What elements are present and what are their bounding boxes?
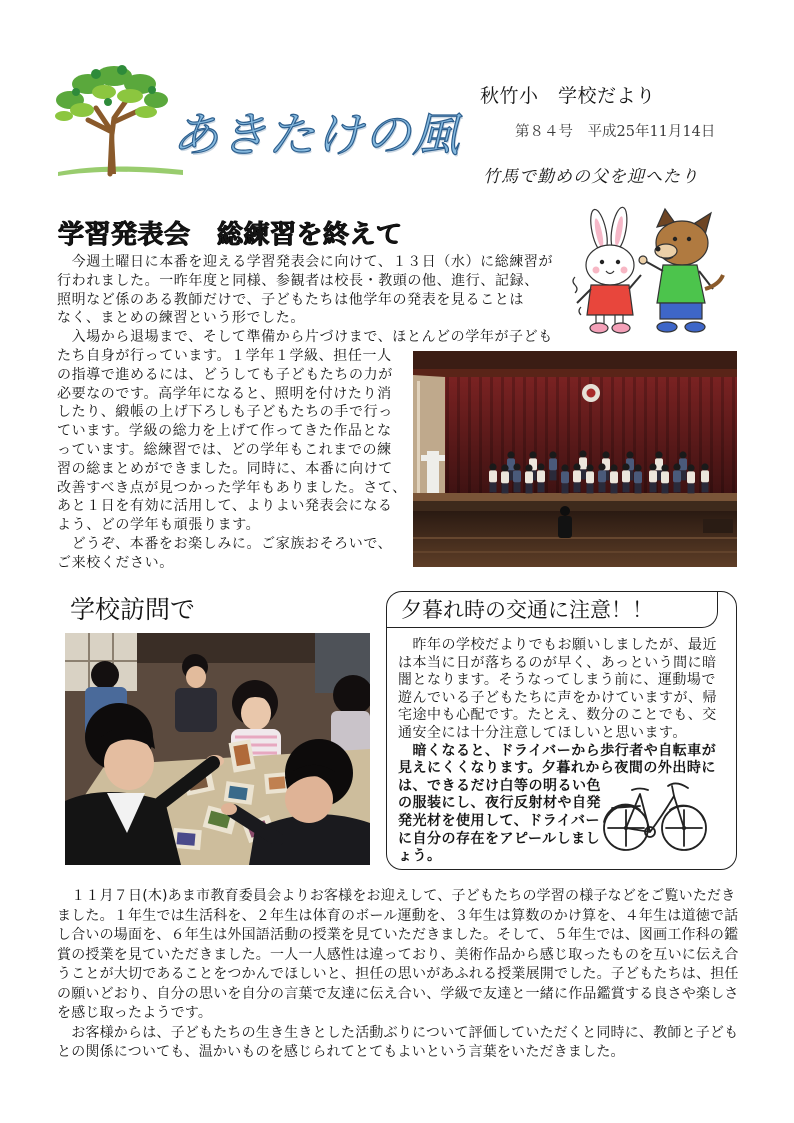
text-line: よう、どの学年も頑張ります。 — [57, 517, 261, 534]
text-line: を感じ取ったようです。 — [57, 1005, 213, 1021]
bicycle-icon — [600, 770, 710, 855]
rabbit-dog-illustration-icon — [565, 205, 725, 340]
logo-title: あきたけの風 — [172, 108, 460, 163]
text-line: との関係についても、温かいものを感じられてとてもよいという言葉をいただきました。 — [57, 1044, 625, 1060]
text-line: たち自身が行っています。１学年１学級、担任一人 — [57, 347, 392, 364]
text-line: 必要なのです。高学年になると、照明を付けたり消 — [57, 385, 392, 402]
text-line: 暗くなると、ドライバーから歩行者や自転車が — [398, 742, 717, 759]
text-line: 通安全には十分注意してほしいと思います。 — [398, 724, 687, 741]
rehearsal-heading: 学習発表会 総練習を終えて — [58, 220, 403, 250]
text-line: の願いどおり、自分の思いを自分の言葉で友達に伝え合い、学級で友達と一緒に作品鑑賞する良さや楽しさ — [57, 985, 739, 1002]
text-line: 宅途中も心配です。たとえ、数分のことでも、交 — [398, 707, 717, 724]
traffic-safety-heading: 夕暮れ時の交通に注意！！ — [401, 598, 653, 622]
traffic-safety-text — [398, 637, 717, 743]
text-line: の指導で進めるには、どうしても子どもたちの力が — [57, 366, 393, 383]
text-line: お客様からは、子どもたちの生き生きとした活動ぶりについて評価していただくと同時に、教師と子ども — [57, 1024, 739, 1041]
text-line: ています。学級の総力を上げて作ってきた作品とな — [57, 423, 392, 440]
school-visit-heading: 学校訪問で — [70, 595, 196, 624]
text-line: っています。総練習では、どの学年もこれまでの練 — [57, 441, 392, 458]
text-line: 見えにくくなります。夕暮れから夜間の外出時に — [398, 760, 716, 777]
school-newsletter-name: 秋竹小 学校だより — [480, 85, 656, 107]
text-line: 入場から退場まで、そして準備から片づけまで、ほとんどの学年が子ども — [57, 329, 553, 346]
text-line: ょう。 — [398, 848, 442, 865]
text-line: １１月７日(木)あま市教育委員会よりお客様をお迎えして、子どもたちの学習の様子などをご覧いただき — [57, 888, 736, 904]
text-line: は、できるだけ白等の明るい色 — [398, 777, 601, 794]
text-line: 行われました。一昨年度と同様、参観者は校長・教頭の他、進行、記録、 — [57, 272, 539, 289]
text-line: 改善すべき点が見つかった学年もありました。さて、 — [57, 479, 407, 496]
text-line: なく、まとめの練習という形でした。 — [57, 310, 305, 327]
text-line: あと１日を有効に活用して、よりよい発表会になる — [57, 498, 393, 515]
text-line: ご来校ください。 — [57, 554, 174, 571]
text-line: は本当に日が落ちるのが早く、あっという間に暗 — [398, 654, 717, 671]
text-line: 昨年の学校だよりでもお願いしましたが、最近 — [398, 637, 717, 653]
text-line: ました。１年生では生活科を、２年生は体育のボール運動を、３年生は算数のかけ算を、４年生は道徳で話 — [57, 907, 739, 924]
classroom-visit-photo — [65, 633, 370, 865]
text-line: どうぞ、本番をお楽しみに。ご家族おそろいで、 — [57, 535, 393, 552]
text-line: したり、緞帳の上げ下ろしも子どもたちの手で行っ — [57, 404, 393, 421]
text-line: 発光材を使用して、ドライバー — [398, 812, 601, 829]
dog-icon — [639, 209, 723, 332]
stage-rehearsal-photo — [413, 351, 737, 567]
text-line: に自分の存在をアピールしまし — [398, 830, 601, 847]
text-line: うことが大切であることをつかんでほしいと、担任の思いがあふれる授業展開でした。子どもたちは、担任 — [57, 966, 739, 982]
issue-number-date: 第８４号 平成25年11月14日 — [515, 124, 716, 140]
haiku: 竹馬で勤めの父を迎へたり — [483, 167, 699, 187]
text-line: し合いの場面を、６年生は外国語活動の授業を見ていただきました。そして、５年生では、図画工作科の鑑 — [57, 927, 739, 943]
text-line: 遊んでいる子どもたちに声をかけていますが、帰 — [398, 689, 717, 706]
text-line: 照明など係のある教師だけで、子どもたちは他学年の発表を見ることは — [57, 291, 524, 308]
rabbit-icon — [573, 206, 641, 333]
school-visit-article — [57, 887, 739, 1063]
text-line: 闇となります。そうなってしまう前に、運動場で — [398, 672, 716, 689]
text-line: 賞の授業を見ていただきました。一人一人感性は違っており、美術作品から感じ取ったものを互いに伝え合 — [57, 946, 739, 963]
text-line: の服装にし、夜行反射材や自発 — [398, 795, 601, 812]
text-line: 今週土曜日に本番を迎える学習発表会に向けて、１３日（水）に総練習が — [57, 254, 554, 270]
text-line: 習の総まとめができました。同時に、本番に向けて — [57, 460, 393, 477]
